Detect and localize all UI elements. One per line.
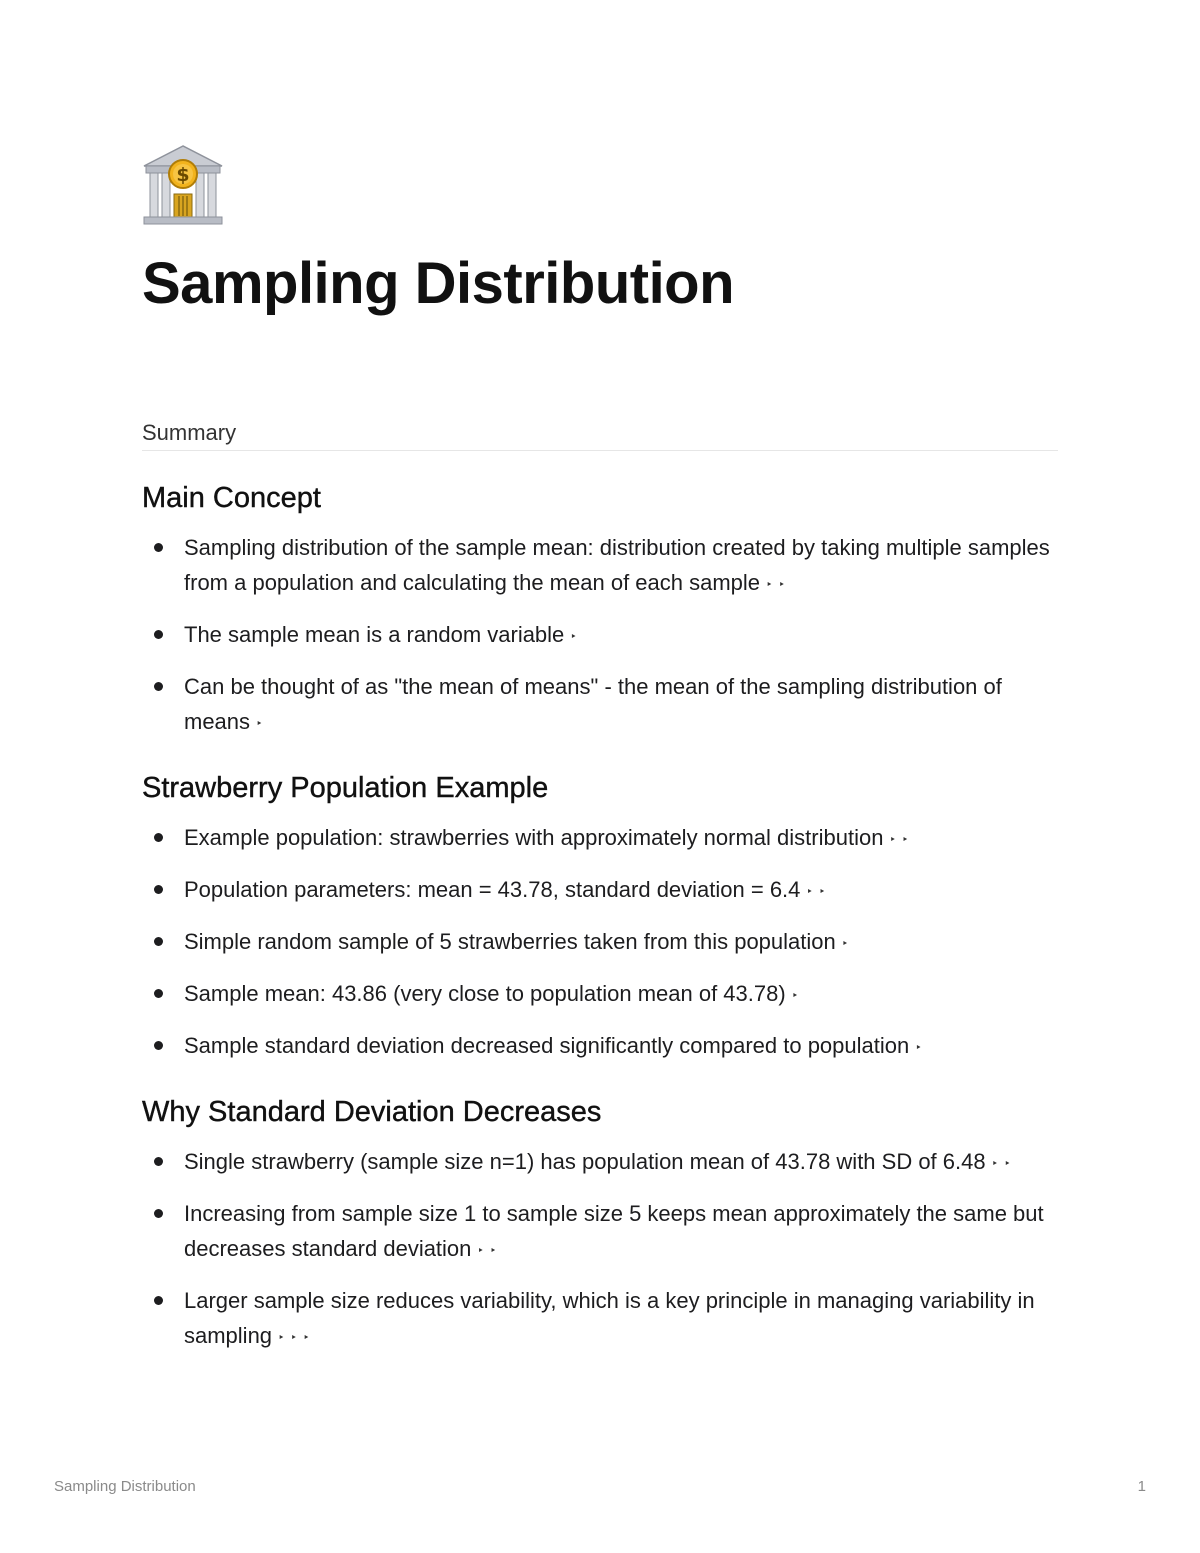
list-item-text: Sample mean: 43.86 (very close to population mean of 43.78) — [184, 981, 786, 1006]
list-item — [142, 924, 1058, 962]
list-item-text: Simple random sample of 5 strawberries taken from this population — [184, 929, 836, 954]
toggle-arrow-icon[interactable]: ‣ — [915, 1042, 928, 1054]
list-item — [142, 530, 1058, 603]
list-item-text: Example population: strawberries with approximately normal distribution — [184, 825, 884, 850]
list-item — [142, 1196, 1058, 1269]
toggle-arrow-icon[interactable]: ‣‣ — [889, 834, 915, 846]
bullet-list-main-concept — [142, 530, 1058, 742]
section-heading-why-sd-decreases: Why Standard Deviation Decreases — [142, 1096, 602, 1128]
bullet-dot — [154, 543, 163, 552]
toggle-arrow-icon[interactable]: ‣ — [570, 631, 583, 643]
bullet-dot — [154, 682, 163, 691]
toggle-arrow-icon[interactable]: ‣‣ — [806, 886, 832, 898]
list-item-text: Population parameters: mean = 43.78, standard deviation = 6.4 — [184, 877, 801, 902]
bullet-dot — [154, 989, 163, 998]
bullet-list-strawberry-example — [142, 820, 1058, 1066]
toggle-arrow-icon[interactable]: ‣ — [841, 938, 855, 950]
svg-text:$: $ — [176, 164, 190, 186]
bank-icon — [142, 144, 224, 226]
bullet-list-why-sd-decreases — [142, 1144, 1058, 1356]
summary-divider — [142, 450, 1058, 451]
list-item-text: Increasing from sample size 1 to sample size 5 keeps mean approximately the same but decreases standard deviation — [184, 1201, 1044, 1261]
bullet-dot — [154, 1157, 163, 1166]
bullet-dot — [154, 937, 163, 946]
bullet-dot — [154, 885, 163, 894]
bullet-dot — [154, 1296, 163, 1305]
footer-title: Sampling Distribution — [54, 1478, 196, 1495]
list-item — [142, 617, 1058, 655]
list-item-text: Sample standard deviation decreased significantly compared to population — [184, 1033, 910, 1058]
list-item — [142, 1144, 1058, 1182]
toggle-arrow-icon[interactable]: ‣‣ — [477, 1245, 503, 1257]
bullet-dot — [154, 833, 163, 842]
list-item — [142, 1028, 1058, 1066]
page-title: Sampling Distribution — [142, 251, 735, 316]
bullet-dot — [154, 1209, 163, 1218]
toggle-arrow-icon[interactable]: ‣ — [791, 990, 805, 1002]
list-item — [142, 669, 1058, 742]
list-item — [142, 1283, 1058, 1356]
section-heading-strawberry-example: Strawberry Population Example — [142, 772, 549, 804]
list-item-text: Single strawberry (sample size n=1) has population mean of 43.78 with SD of 6.48 — [184, 1149, 986, 1174]
list-item — [142, 872, 1058, 910]
toggle-arrow-icon[interactable]: ‣‣‣ — [278, 1332, 316, 1344]
list-item — [142, 820, 1058, 858]
footer-page-number: 1 — [1137, 1478, 1146, 1495]
section-heading-main-concept: Main Concept — [142, 482, 321, 514]
list-item-text: The sample mean is a random variable — [184, 622, 565, 647]
list-item — [142, 976, 1058, 1014]
toggle-arrow-icon[interactable]: ‣‣ — [766, 579, 792, 591]
toggle-arrow-icon[interactable]: ‣ — [256, 718, 269, 730]
list-item-text: Can be thought of as "the mean of means" - the mean of the sampling distribution of means — [184, 674, 1002, 734]
list-item-text: Sampling distribution of the sample mean: distribution created by taking multiple samples from a population and calculating the mean of each sample — [184, 535, 1050, 595]
toggle-arrow-icon[interactable]: ‣‣ — [991, 1158, 1017, 1170]
bullet-dot — [154, 1041, 163, 1050]
document-content — [142, 478, 1058, 1356]
list-item-text: Larger sample size reduces variability, which is a key principle in managing variability in sampling — [184, 1288, 1035, 1348]
summary-label: Summary — [142, 420, 237, 445]
bullet-dot — [154, 630, 163, 639]
